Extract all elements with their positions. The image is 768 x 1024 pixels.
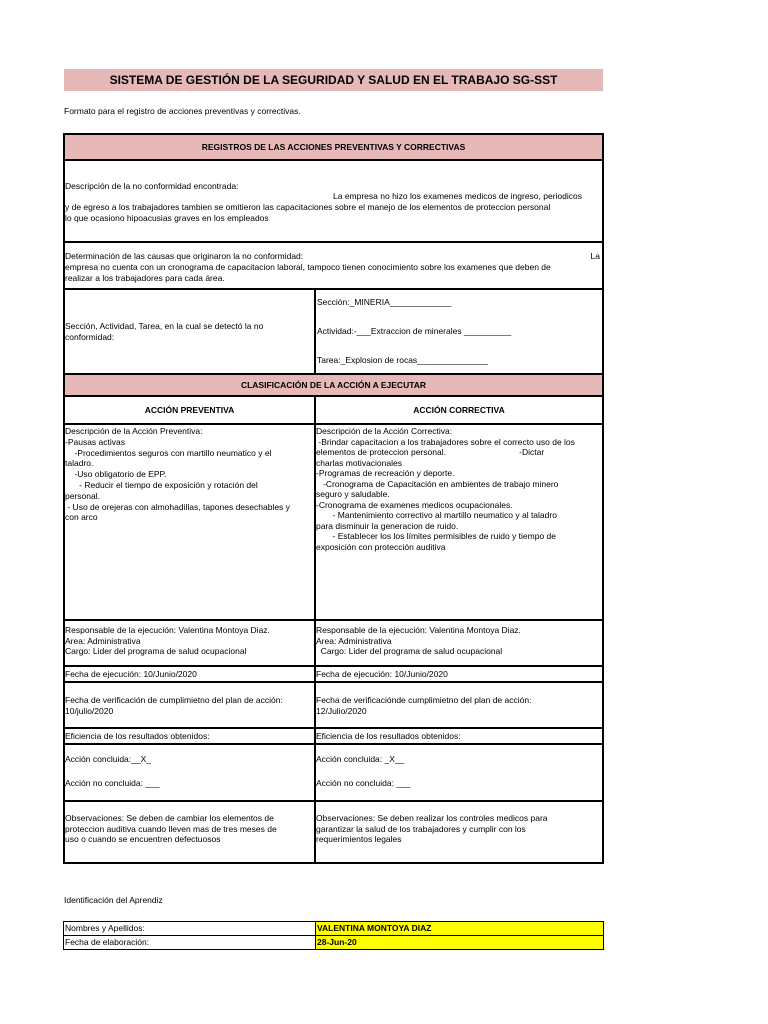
- preventiva-line: taladro.: [65, 458, 94, 468]
- verificacion-date: 10/julio/2020: [65, 705, 114, 716]
- preventiva-line: personal.: [65, 490, 100, 501]
- actividad-value: Actividad:-___Extraccion de minerales __________: [317, 326, 512, 336]
- cargo-line: Cargo: Lider del programa de salud ocupacional: [316, 646, 503, 656]
- area-line: Area: Administrativa: [316, 635, 392, 646]
- correctiva-header: ACCIÓN CORRECTIVA: [316, 397, 602, 425]
- area-line: Area: Administrativa: [65, 635, 141, 646]
- causas-tail: La: [590, 251, 600, 261]
- accion-no-concluida: Acción no concluida: ___: [316, 778, 411, 788]
- correctiva-observaciones: [316, 802, 602, 863]
- preventiva-conclusion: [65, 745, 314, 802]
- correctiva-line: exposición con protección auditiva: [316, 541, 446, 552]
- causas-line3: realizar a los trabajadores para cada área.: [65, 273, 225, 283]
- correctiva-line: Descripción de la Acción Correctiva:: [316, 426, 453, 436]
- verificacion-label: Fecha de verificación de cumplimietno del plan de acción:: [65, 695, 283, 705]
- preventiva-eficiencia: Eficiencia de los resultados obtenidos:: [65, 729, 314, 745]
- correctiva-line: seguro y saludable.: [316, 489, 390, 499]
- no-conformidad-label: Descripción de la no conformidad encontrada:: [65, 181, 239, 191]
- fecha-elaboracion-label: Fecha de elaboración:: [65, 937, 150, 947]
- causas-block: [65, 243, 602, 290]
- correctiva-line: - Establecer los los límites permisibles de ruido y tiempo de: [316, 531, 556, 541]
- causas-line2: empresa no cuenta con un cronograma de capacitacion laboral, tampoco tienen conocimiento sobre los examenes que deben de: [65, 262, 551, 272]
- cargo-line: Cargo: Lider del programa de salud ocupacional: [65, 646, 247, 656]
- preventiva-line: - Uso de orejeras con almohadillas, tapones desechables y: [65, 501, 290, 512]
- preventiva-line: -Procedimientos seguros con martillo neumatico y el: [65, 447, 272, 458]
- preventiva-fecha-ejecucion: Fecha de ejecución: 10/Junio/2020: [65, 667, 314, 683]
- seccion-value: Sección:_MINERIA_____________: [317, 297, 452, 307]
- preventiva-header: ACCIÓN PREVENTIVA: [65, 397, 314, 425]
- correctiva-line: - Mantenimiento correctivo al martillo neumatico y al taladro: [316, 510, 557, 520]
- preventiva-line: -Uso obligatorio de EPP.: [65, 469, 167, 479]
- preventiva-fecha-verificacion: [65, 683, 314, 729]
- observaciones-line: requerimientos legales: [316, 834, 402, 844]
- aprendiz-table: [63, 921, 604, 950]
- preventiva-line: Descripción de la Acción Preventiva:: [65, 426, 203, 436]
- correctiva-line: -Programas de recreación y deporte.: [316, 468, 455, 478]
- section-registros-header: REGISTROS DE LAS ACCIONES PREVENTIVAS Y CORRECTIVAS: [65, 135, 602, 161]
- correctiva-fecha-ejecucion: Fecha de ejecución: 10/Junio/2020: [316, 667, 602, 683]
- nombres-label: Nombres y Apellidos:: [65, 923, 145, 933]
- observaciones-line: proteccion auditiva cuando lleven mas de tres meses de: [65, 823, 277, 834]
- column-divider: [314, 290, 316, 375]
- accion-concluida: Acción concluida:__X_: [65, 754, 152, 764]
- observaciones-line: uso o cuando se encuentren defectuosos: [65, 834, 221, 844]
- preventiva-line: con arco: [65, 512, 98, 522]
- observaciones-line: garantizar la salud de los trabajadores y cumplir con los: [316, 823, 526, 834]
- accion-no-concluida: Acción no concluida: ___: [65, 778, 160, 788]
- responsable-line: Responsable de la ejecución: Valentina Montoya Diaz.: [316, 625, 521, 635]
- correctiva-line: -Brindar capacitacion a los trabajadores sobre el correcto uso de los: [316, 436, 575, 447]
- seccion-block: [65, 290, 602, 375]
- responsable-line: Responsable de la ejecución: Valentina Montoya Diaz.: [65, 625, 270, 635]
- observaciones-line: Observaciones: Se deben de cambiar los elementos de: [65, 813, 274, 823]
- no-conformidad-line3: lo que ocasiono hipoacusias graves en los empleados: [65, 213, 269, 223]
- correctiva-line: para disminuir la generacion de ruido.: [316, 520, 459, 531]
- accion-concluida: Acción concluida: _X__: [316, 754, 405, 764]
- preventiva-responsable: [65, 621, 314, 667]
- no-conformidad-block: [65, 161, 602, 243]
- correctiva-line: elementos de proteccion personal. -Dictar: [316, 447, 545, 457]
- form-subtitle: Formato para el registro de acciones preventivas y correctivas.: [64, 106, 301, 116]
- no-conformidad-line2: y de egreso a los trabajadores tambien se omitieron las capacitaciones sobre el manejo de los elementos de proteccion personal: [65, 202, 551, 212]
- correctiva-line: -Cronograma de examenes medicos ocupacionales.: [316, 499, 513, 510]
- preventiva-line: - Reducir el tiempo de exposición y rotación del: [65, 480, 258, 490]
- correctiva-eficiencia: Eficiencia de los resultados obtenidos:: [316, 729, 602, 745]
- page-title: SISTEMA DE GESTIÓN DE LA SEGURIDAD Y SALUD EN EL TRABAJO SG-SST: [64, 69, 603, 91]
- preventiva-line: -Pausas activas: [65, 436, 125, 447]
- section-clasificacion-header: CLASIFICACIÓN DE LA ACCIÓN A EJECUTAR: [65, 375, 602, 397]
- no-conformidad-line1: La empresa no hizo los examenes medicos de ingreso, periodicos: [333, 191, 582, 201]
- correctiva-responsable: [316, 621, 602, 667]
- correctiva-line: -Cronograma de Capacitación en ambientes de trabajo minero: [316, 478, 559, 489]
- correctiva-descripcion: [316, 425, 602, 621]
- verificacion-label: Fecha de verificaciónde cumplimietno del plan de acción:: [316, 695, 532, 705]
- aprendiz-label: Identificación del Aprendiz: [64, 895, 163, 905]
- seccion-label: Sección, Actividad, Tarea, en la cual se detectó la no conformidad:: [65, 321, 264, 342]
- observaciones-line: Observaciones: Se deben realizar los controles medicos para: [316, 813, 548, 823]
- correctiva-line: charlas motivacionales: [316, 457, 402, 468]
- verificacion-date: 12/Julio/2020: [316, 705, 367, 716]
- preventiva-descripcion: [65, 425, 314, 621]
- preventiva-observaciones: [65, 802, 314, 863]
- fecha-elaboracion-value: 28-Jun-20: [316, 936, 603, 949]
- causas-label: Determinación de las causas que originaron la no conformidad:: [65, 251, 304, 261]
- correctiva-conclusion: [316, 745, 602, 802]
- nombres-value: VALENTINA MONTOYA DIAZ: [316, 922, 603, 935]
- tarea-value: Tarea:_Explosion de rocas_______________: [317, 355, 489, 365]
- correctiva-fecha-verificacion: [316, 683, 602, 729]
